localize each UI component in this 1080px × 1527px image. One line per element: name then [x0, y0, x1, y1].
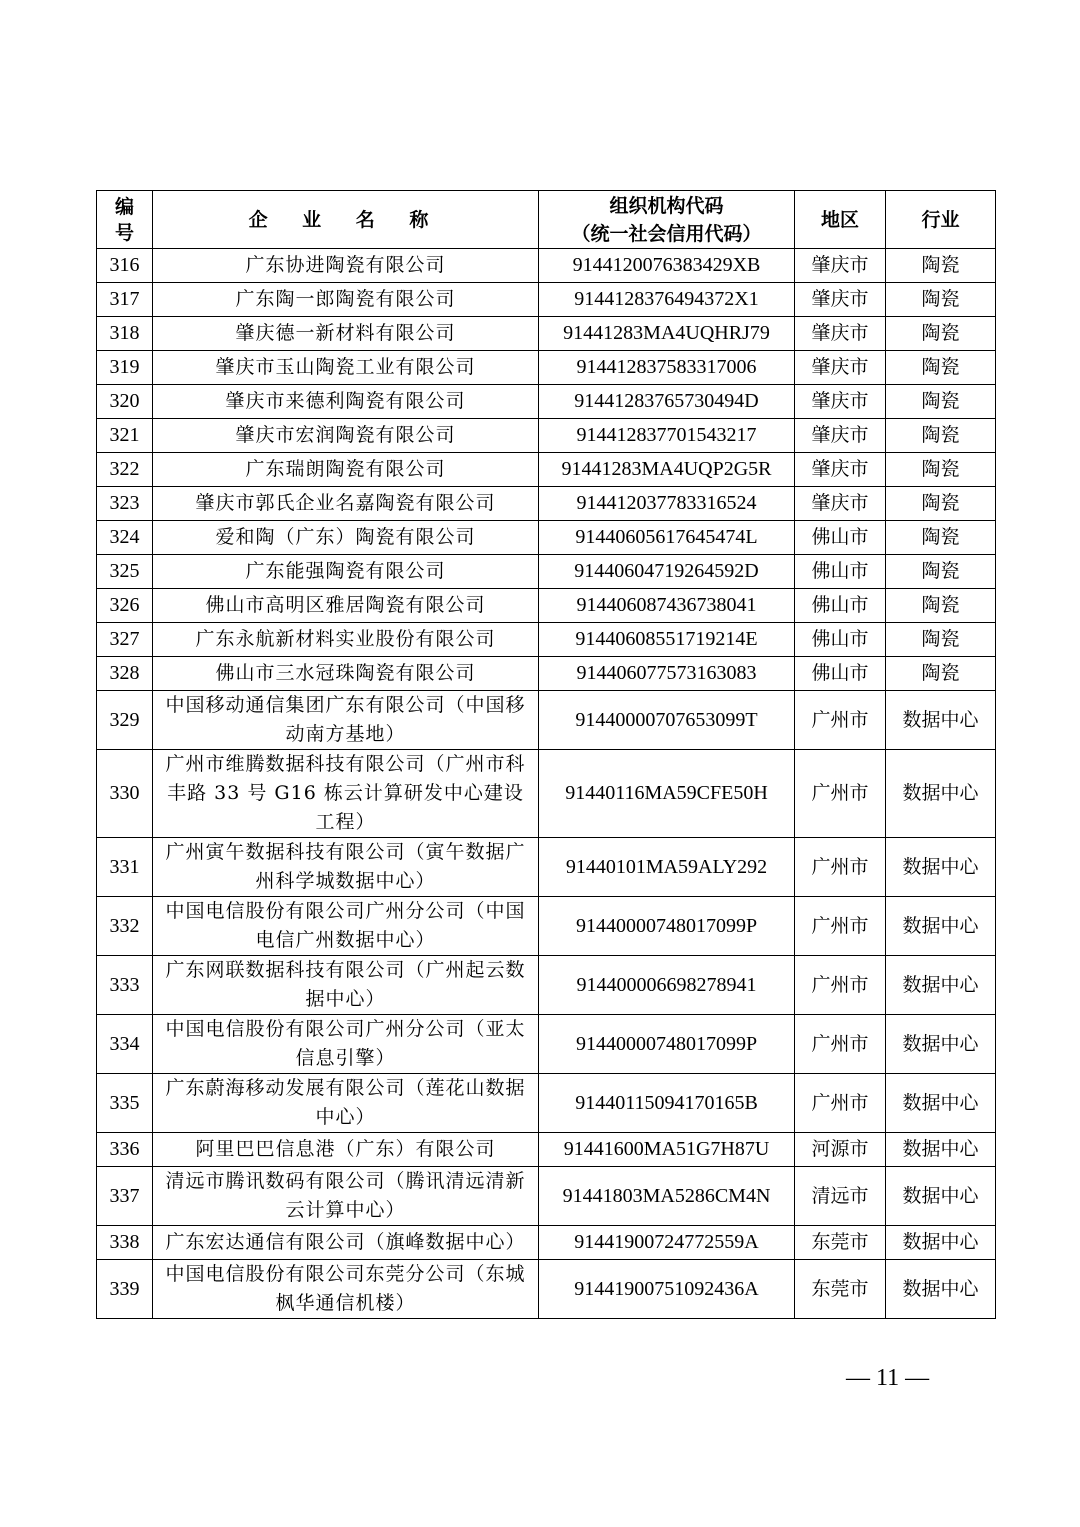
company-name: 广东能强陶瓷有限公司 [153, 555, 539, 589]
company-name: 广东瑞朗陶瓷有限公司 [153, 453, 539, 487]
table-row [97, 691, 996, 750]
industry: 数据中心 [886, 1226, 996, 1260]
credit-code: 914400006698278941 [539, 956, 795, 1015]
table-row [97, 555, 996, 589]
credit-code: 91441900751092436A [539, 1260, 795, 1319]
row-number: 317 [97, 283, 153, 317]
row-number: 338 [97, 1226, 153, 1260]
row-number: 327 [97, 623, 153, 657]
region: 佛山市 [795, 623, 886, 657]
row-number: 325 [97, 555, 153, 589]
industry: 数据中心 [886, 1167, 996, 1226]
company-name: 佛山市三水冠珠陶瓷有限公司 [153, 657, 539, 691]
industry: 数据中心 [886, 1260, 996, 1319]
row-number: 322 [97, 453, 153, 487]
row-number: 332 [97, 897, 153, 956]
credit-code: 91440101MA59ALY292 [539, 838, 795, 897]
header-code [539, 191, 795, 249]
row-number: 334 [97, 1015, 153, 1074]
company-name: 广东永航新材料实业股份有限公司 [153, 623, 539, 657]
region: 肇庆市 [795, 317, 886, 351]
company-name: 中国电信股份有限公司广州分公司（亚太信息引擎） [153, 1015, 539, 1074]
company-name: 中国电信股份有限公司广州分公司（中国电信广州数据中心） [153, 897, 539, 956]
table-row [97, 1260, 996, 1319]
credit-code: 91440605617645474L [539, 521, 795, 555]
table-body [97, 249, 996, 1319]
region: 广州市 [795, 956, 886, 1015]
row-number: 323 [97, 487, 153, 521]
industry: 数据中心 [886, 838, 996, 897]
company-name: 佛山市高明区雅居陶瓷有限公司 [153, 589, 539, 623]
row-number: 330 [97, 750, 153, 838]
company-name: 广东陶一郎陶瓷有限公司 [153, 283, 539, 317]
region: 广州市 [795, 1015, 886, 1074]
region: 肇庆市 [795, 283, 886, 317]
table-row [97, 453, 996, 487]
table-row [97, 1226, 996, 1260]
row-number: 339 [97, 1260, 153, 1319]
header-code-line2: （统一社会信用代码） [571, 222, 762, 245]
region: 清远市 [795, 1167, 886, 1226]
table-row [97, 1167, 996, 1226]
credit-code: 91440115094170165B [539, 1074, 795, 1133]
credit-code: 914406077573163083 [539, 657, 795, 691]
table-row [97, 750, 996, 838]
industry: 陶瓷 [886, 317, 996, 351]
credit-code: 91440000748017099P [539, 897, 795, 956]
table-row [97, 1015, 996, 1074]
company-name: 肇庆市玉山陶瓷工业有限公司 [153, 351, 539, 385]
header-code-line1: 组织机构代码 [609, 194, 724, 217]
credit-code: 91441283MA4UQP2G5R [539, 453, 795, 487]
region: 东莞市 [795, 1260, 886, 1319]
region: 广州市 [795, 1074, 886, 1133]
row-number: 328 [97, 657, 153, 691]
credit-code: 91440000748017099P [539, 1015, 795, 1074]
region: 东莞市 [795, 1226, 886, 1260]
row-number: 319 [97, 351, 153, 385]
credit-code: 91440608551719214E [539, 623, 795, 657]
region: 肇庆市 [795, 351, 886, 385]
company-name: 肇庆市来德利陶瓷有限公司 [153, 385, 539, 419]
table-row [97, 385, 996, 419]
table-row [97, 317, 996, 351]
company-name: 肇庆德一新材料有限公司 [153, 317, 539, 351]
row-number: 333 [97, 956, 153, 1015]
credit-code: 91440116MA59CFE50H [539, 750, 795, 838]
row-number: 318 [97, 317, 153, 351]
company-name: 清远市腾讯数码有限公司（腾讯清远清新云计算中心） [153, 1167, 539, 1226]
region: 佛山市 [795, 521, 886, 555]
credit-code: 91440604719264592D [539, 555, 795, 589]
region: 佛山市 [795, 657, 886, 691]
credit-code: 914412837701543217 [539, 419, 795, 453]
region: 广州市 [795, 750, 886, 838]
industry: 陶瓷 [886, 453, 996, 487]
industry: 陶瓷 [886, 385, 996, 419]
region: 肇庆市 [795, 487, 886, 521]
company-name: 广州寅午数据科技有限公司（寅午数据广州科学城数据中心） [153, 838, 539, 897]
industry: 陶瓷 [886, 487, 996, 521]
industry: 数据中心 [886, 1133, 996, 1167]
company-name: 中国移动通信集团广东有限公司（中国移动南方基地） [153, 691, 539, 750]
credit-code: 9144120076383429XB [539, 249, 795, 283]
header-number [97, 191, 153, 249]
header-name [153, 191, 539, 249]
row-number: 331 [97, 838, 153, 897]
industry: 数据中心 [886, 1074, 996, 1133]
table-row [97, 351, 996, 385]
credit-code: 914412837583317006 [539, 351, 795, 385]
table-row [97, 838, 996, 897]
industry: 陶瓷 [886, 419, 996, 453]
table-row [97, 487, 996, 521]
credit-code: 91440000707653099T [539, 691, 795, 750]
row-number: 320 [97, 385, 153, 419]
industry: 数据中心 [886, 691, 996, 750]
table-header-row [97, 191, 996, 249]
table-row [97, 657, 996, 691]
industry: 陶瓷 [886, 521, 996, 555]
credit-code: 91441283765730494D [539, 385, 795, 419]
row-number: 324 [97, 521, 153, 555]
region: 肇庆市 [795, 385, 886, 419]
region: 广州市 [795, 691, 886, 750]
credit-code: 91441283MA4UQHRJ79 [539, 317, 795, 351]
industry: 陶瓷 [886, 249, 996, 283]
credit-code: 914406087436738041 [539, 589, 795, 623]
industry: 数据中心 [886, 750, 996, 838]
row-number: 335 [97, 1074, 153, 1133]
table-row [97, 956, 996, 1015]
industry: 数据中心 [886, 897, 996, 956]
row-number: 336 [97, 1133, 153, 1167]
enterprise-table [96, 190, 996, 1319]
industry: 陶瓷 [886, 283, 996, 317]
header-region: 地区 [795, 191, 886, 249]
region: 河源市 [795, 1133, 886, 1167]
industry: 数据中心 [886, 1015, 996, 1074]
company-name: 广东网联数据科技有限公司（广州起云数据中心） [153, 956, 539, 1015]
industry: 陶瓷 [886, 657, 996, 691]
page-number: — 11 — [846, 1365, 930, 1391]
header-number-text: 编号 [115, 195, 135, 244]
credit-code: 91441900724772559A [539, 1226, 795, 1260]
table-row [97, 1074, 996, 1133]
industry: 陶瓷 [886, 351, 996, 385]
company-name: 中国电信股份有限公司东莞分公司（东城枫华通信机楼） [153, 1260, 539, 1319]
company-name: 广东协进陶瓷有限公司 [153, 249, 539, 283]
table-row [97, 419, 996, 453]
company-name: 肇庆市宏润陶瓷有限公司 [153, 419, 539, 453]
row-number: 321 [97, 419, 153, 453]
table-row [97, 249, 996, 283]
table-row [97, 1133, 996, 1167]
company-name: 爱和陶（广东）陶瓷有限公司 [153, 521, 539, 555]
region: 肇庆市 [795, 419, 886, 453]
row-number: 316 [97, 249, 153, 283]
industry: 陶瓷 [886, 555, 996, 589]
region: 肇庆市 [795, 453, 886, 487]
company-name: 广东宏达通信有限公司（旗峰数据中心） [153, 1226, 539, 1260]
header-industry: 行业 [886, 191, 996, 249]
region: 佛山市 [795, 555, 886, 589]
region: 广州市 [795, 897, 886, 956]
credit-code: 91441803MA5286CM4N [539, 1167, 795, 1226]
table-row [97, 589, 996, 623]
region: 广州市 [795, 838, 886, 897]
table-row [97, 521, 996, 555]
table-row [97, 897, 996, 956]
row-number: 326 [97, 589, 153, 623]
table-row [97, 283, 996, 317]
credit-code: 914412037783316524 [539, 487, 795, 521]
region: 佛山市 [795, 589, 886, 623]
company-name: 阿里巴巴信息港（广东）有限公司 [153, 1133, 539, 1167]
credit-code: 9144128376494372X1 [539, 283, 795, 317]
industry: 陶瓷 [886, 623, 996, 657]
credit-code: 91441600MA51G7H87U [539, 1133, 795, 1167]
company-name: 广东蔚海移动发展有限公司（莲花山数据中心） [153, 1074, 539, 1133]
row-number: 337 [97, 1167, 153, 1226]
company-name: 肇庆市郭氏企业名嘉陶瓷有限公司 [153, 487, 539, 521]
industry: 数据中心 [886, 956, 996, 1015]
row-number: 329 [97, 691, 153, 750]
company-name: 广州市维腾数据科技有限公司（广州市科丰路 33 号 G16 栋云计算研发中心建设工程） [153, 750, 539, 838]
region: 肇庆市 [795, 249, 886, 283]
industry: 陶瓷 [886, 589, 996, 623]
table-row [97, 623, 996, 657]
header-name-text: 企 业 名 称 [248, 208, 443, 231]
